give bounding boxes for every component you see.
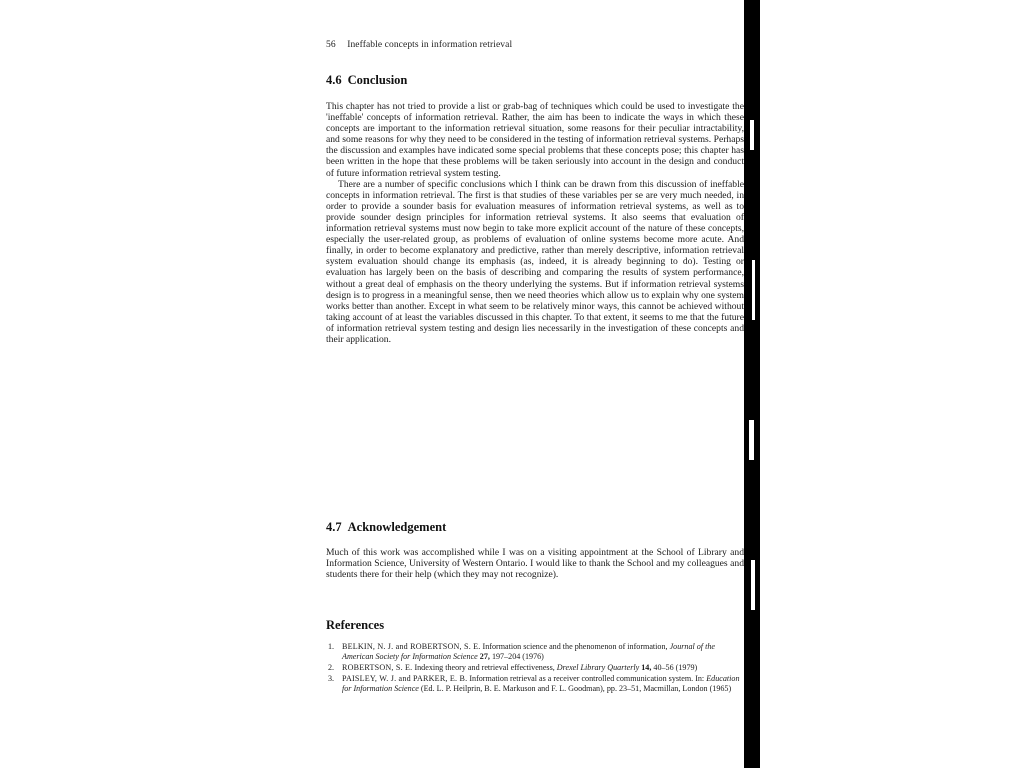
section-title: Conclusion <box>347 73 408 87</box>
acknowledgement-body <box>326 547 744 580</box>
reference-text: Indexing theory and retrieval effectiveness, <box>414 663 555 672</box>
paragraph: Much of this work was accomplished while I was on a visiting appointment at the School of Library and Information Science, University of Western Ontario. I would like to thank the School and my colleagues and students there for their help (which they may not recognize). <box>326 547 744 581</box>
paragraph: This chapter has not tried to provide a list or grab-bag of techniques which could be used to investigate the 'ineffable' concepts of information retrieval. Rather, the aim has been to indicate the ways in which these concepts are important to the information retrieval situation, some reasons for their peculiar intractability, and some reasons for why they need to be considered in the testing of information retrieval systems. Perhaps the discussion and examples have indicated some special problems that these concepts pose; this chapter has been written in the hope that these problems will be taken seriously into account in the design and conduct of future information retrieval system testing. <box>326 101 744 179</box>
book-page <box>326 40 744 760</box>
paragraph: There are a number of specific conclusions which I think can be drawn from this discussion of ineffable concepts in information retrieval. The first is that studies of these variables per se are very much needed, in order to provide a sounder basis for evaluation measures of information retrieval systems, as well as to provide sounder design principles for information retrieval systems. It also seems that evaluation of information retrieval systems must now begin to take more explicit account of the nature of these concepts, especially the user-related group, as problems of evaluation of online systems become more acute. And finally, in order to become explanatory and predictive, rather than merely descriptive, information retrieval system evaluation should change its emphasis (as, indeed, it is already beginning to do). Testing or evaluation has largely been on the basis of describing and comparing the results of system performance, without a great deal of emphasis on the theory underlying the systems. But if information retrieval systems design is to progress in a meaningful sense, then we need theories which allow us to explain why one system works better than another. Except in what seem to be relatively minor ways, this cannot be achieved without taking account of at least the variables discussed in this chapter. To that extent, it seems to me that the future of information retrieval system testing and design lies necessarily in the investigation of these concepts and their application. <box>326 178 744 345</box>
reference-volume: 27, <box>479 652 490 661</box>
reference-journal: Drexel Library Quarterly <box>556 663 640 672</box>
reference-volume: 14, <box>641 663 652 672</box>
section-number: 4.6 <box>326 73 342 87</box>
reference-pages: (Ed. L. P. Heilprin, B. E. Markuson and F. L. Goodman), pp. 23–51, Macmillan, London (1965) <box>420 684 732 693</box>
reference-text: Information retrieval as a receiver controlled communication system. In: <box>469 674 705 683</box>
reference-number: 2. <box>328 663 335 672</box>
reference-number: 1. <box>328 642 335 651</box>
reference-item <box>326 674 744 694</box>
reference-pages: 197–204 (1976) <box>491 652 544 661</box>
reference-journal: Journal of the American Society for Information Science <box>342 642 715 661</box>
conclusion-body <box>326 101 744 345</box>
reference-item <box>326 642 744 662</box>
reference-item <box>326 663 744 673</box>
scan-edge-gap <box>750 120 754 150</box>
scan-edge-gap <box>749 420 754 460</box>
reference-authors: BELKIN, N. J. and ROBERTSON, S. E. <box>342 642 481 651</box>
section-number: 4.7 <box>326 520 342 534</box>
scan-edge-strip <box>744 0 760 768</box>
running-head <box>326 40 512 50</box>
reference-authors: ROBERTSON, S. E. <box>342 663 413 672</box>
heading-acknowledgement <box>326 520 446 535</box>
scan-edge-gap <box>752 260 755 320</box>
running-head-title: Ineffable concepts in information retrieval <box>347 40 513 50</box>
reference-authors: PAISLEY, W. J. and PARKER, E. B. <box>342 674 468 683</box>
reference-journal: Education for Information Science <box>342 674 740 693</box>
heading-conclusion <box>326 73 407 88</box>
scan-edge-gap <box>751 560 755 610</box>
reference-text: Information science and the phenomenon of information, <box>482 642 668 651</box>
section-title: Acknowledgement <box>347 520 447 534</box>
reference-list <box>326 642 744 695</box>
reference-number: 3. <box>328 674 335 683</box>
reference-pages: 40–56 (1979) <box>653 663 698 672</box>
page-number: 56 <box>326 40 336 50</box>
heading-references: References <box>326 618 385 632</box>
